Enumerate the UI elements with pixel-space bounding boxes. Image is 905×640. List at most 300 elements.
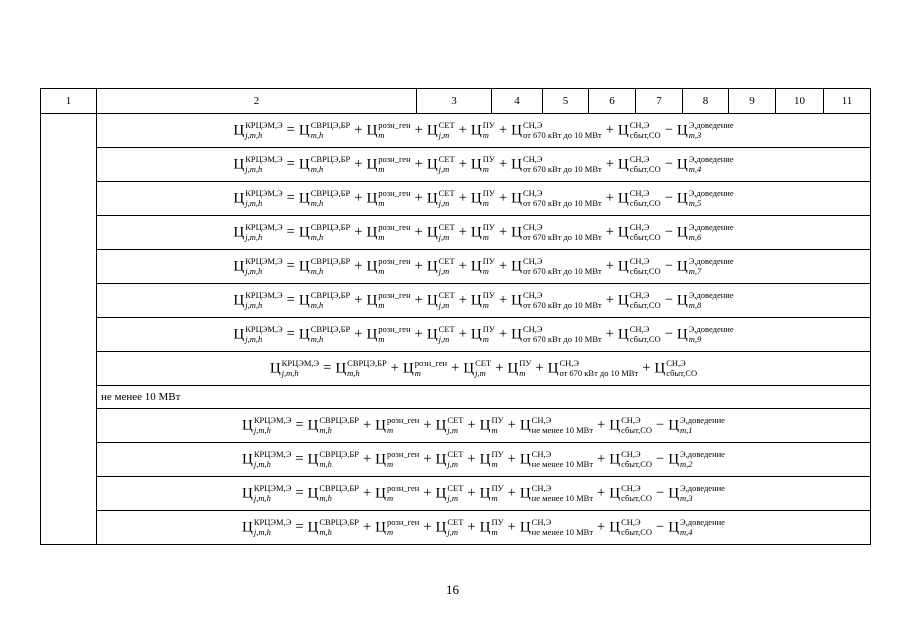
term-superscript: Э,доведение: [688, 323, 734, 334]
formula-term: [668, 516, 725, 538]
formula-term: [233, 323, 283, 345]
term-base: Ц: [375, 519, 386, 536]
formula-operator: +: [498, 224, 508, 241]
term-base: Ц: [435, 451, 447, 468]
term-base: Ц: [676, 122, 688, 139]
term-base: Ц: [435, 519, 447, 536]
formula-operator: +: [354, 156, 363, 173]
term-superscript: СН,Э: [522, 323, 543, 334]
formula-term: [242, 516, 292, 538]
term-subscript: не менее 10 МВт: [531, 425, 594, 436]
term-base: Ц: [335, 360, 347, 377]
term-base: Ц: [307, 485, 319, 502]
term-subscript: m: [386, 493, 394, 504]
term-base: Ц: [617, 258, 629, 275]
formula-operator: +: [507, 451, 516, 468]
term-base: Ц: [479, 485, 491, 502]
formula-operator: −: [656, 519, 665, 536]
term-superscript: КРЦЭМ,Э: [245, 289, 283, 300]
term-base: Ц: [676, 326, 688, 343]
term-superscript: СН,Э: [629, 255, 650, 266]
term-base: Ц: [298, 122, 310, 139]
formula-term: [375, 482, 420, 504]
term-subscript: m: [491, 459, 498, 470]
term-base: Ц: [470, 326, 482, 343]
formula-operator: +: [498, 292, 508, 309]
formula-term: [463, 357, 492, 379]
formula-operator: =: [286, 156, 295, 173]
term-superscript: СН,Э: [629, 153, 650, 164]
formula-operator: =: [295, 485, 304, 502]
term-superscript: розн_ген: [378, 221, 411, 232]
term-superscript: СН,Э: [522, 255, 543, 266]
formula-term: [435, 414, 464, 436]
formula-term: [479, 414, 504, 436]
term-superscript: СЕТ: [447, 448, 464, 459]
formula-operator: +: [642, 360, 651, 377]
term-superscript: КРЦЭМ,Э: [253, 516, 292, 527]
term-superscript: СВРЦЭ,БР: [310, 119, 351, 130]
term-subscript: m: [378, 266, 385, 277]
term-base: Ц: [676, 224, 688, 241]
term-base: Ц: [366, 292, 378, 309]
formula-cell: [97, 318, 871, 352]
formula-term: [511, 221, 602, 243]
term-subscript: j,m,h: [253, 527, 271, 538]
term-subscript: m: [378, 232, 385, 243]
formula-term: [470, 187, 495, 209]
formula-operator: +: [498, 258, 508, 275]
formula-operator: +: [414, 224, 423, 241]
term-base: Ц: [511, 224, 522, 241]
formula-operator: +: [605, 122, 614, 139]
formula-term: [511, 187, 602, 209]
formula-term: [366, 153, 411, 175]
formula-term: [617, 255, 661, 277]
formula-term: [519, 482, 594, 504]
formula-operator: −: [656, 451, 665, 468]
formula-term: [676, 221, 734, 243]
formula-term: [366, 119, 411, 141]
formula-cell: [97, 148, 871, 182]
table-row: [41, 477, 871, 511]
term-base: Ц: [242, 485, 253, 502]
term-superscript: СВРЦЭ,БР: [319, 414, 359, 425]
term-subscript: m: [386, 459, 394, 470]
formula-operator: =: [286, 224, 295, 241]
formula-operator: +: [495, 360, 504, 377]
formula-term: [609, 482, 652, 504]
term-base: Ц: [426, 292, 438, 309]
formula-term: [242, 482, 292, 504]
term-superscript: СН,Э: [522, 187, 543, 198]
formula-term: [426, 119, 455, 141]
term-base: Ц: [668, 519, 680, 536]
term-subscript: m,3: [680, 493, 693, 504]
formula-cell: [97, 114, 871, 148]
formula-term: [511, 323, 602, 345]
term-subscript: m,7: [688, 266, 702, 277]
formula-term: [435, 448, 464, 470]
formula-operator: +: [467, 519, 476, 536]
term-superscript: СВРЦЭ,БР: [310, 289, 351, 300]
term-superscript: СВРЦЭ,БР: [347, 357, 387, 368]
term-base: Ц: [366, 122, 378, 139]
term-superscript: СЕТ: [438, 187, 455, 198]
term-base: Ц: [519, 485, 531, 502]
term-subscript: j,m,h: [245, 334, 263, 345]
formula-operator: +: [414, 292, 423, 309]
formula-operator: +: [362, 417, 372, 434]
col-header-8: 8: [683, 89, 729, 114]
formula-operator: +: [458, 258, 467, 275]
formula-operator: +: [597, 451, 606, 468]
term-base: Ц: [617, 326, 629, 343]
term-superscript: розн_ген: [378, 187, 411, 198]
term-subscript: j,m,h: [253, 493, 271, 504]
term-subscript: m: [491, 527, 498, 538]
formula-operator: +: [597, 519, 606, 536]
term-subscript: сбыт,СО: [666, 368, 698, 379]
term-subscript: m: [491, 425, 498, 436]
term-base: Ц: [676, 156, 688, 173]
col-header-4: 4: [492, 89, 543, 114]
formula-operator: =: [295, 519, 304, 536]
term-superscript: розн_ген: [386, 448, 420, 459]
term-subscript: m: [378, 198, 385, 209]
term-subscript: m,5: [688, 198, 702, 209]
formula-operator: −: [664, 190, 673, 207]
term-subscript: сбыт,СО: [629, 130, 661, 141]
term-superscript: Э,доведение: [688, 119, 734, 130]
term-superscript: СН,Э: [522, 153, 543, 164]
term-subscript: сбыт,СО: [629, 300, 661, 311]
formula-term: [519, 516, 594, 538]
term-superscript: СЕТ: [438, 289, 455, 300]
term-superscript: КРЦЭМ,Э: [253, 482, 292, 493]
col-header-3: 3: [417, 89, 492, 114]
formula-term: [366, 323, 411, 345]
term-superscript: Э,доведение: [688, 221, 734, 232]
term-superscript: СЕТ: [447, 516, 464, 527]
term-superscript: ПУ: [519, 357, 532, 368]
formula-operator: +: [597, 417, 606, 434]
formula-term: [676, 255, 734, 277]
formula-term: [426, 153, 455, 175]
term-subscript: m,h: [319, 459, 332, 470]
formula-cell: [97, 250, 871, 284]
table-row: [41, 409, 871, 443]
formula-term: [470, 119, 495, 141]
term-superscript: ПУ: [482, 255, 495, 266]
term-base: Ц: [479, 417, 491, 434]
formula-term: [668, 414, 725, 436]
formula-term: [335, 357, 387, 379]
formula-term: [426, 187, 455, 209]
term-superscript: СН,Э: [621, 516, 641, 527]
term-subscript: j,m: [447, 527, 458, 538]
column-1-cell: [41, 114, 97, 545]
formula-operator: +: [507, 519, 516, 536]
formula-operator: +: [414, 122, 423, 139]
term-superscript: ПУ: [482, 289, 495, 300]
formula-operator: −: [664, 292, 673, 309]
term-subscript: j,m: [438, 130, 450, 141]
col-header-9: 9: [729, 89, 776, 114]
tariff-formula: [242, 482, 725, 504]
formula-operator: +: [414, 258, 423, 275]
term-subscript: m: [482, 266, 489, 277]
term-superscript: КРЦЭМ,Э: [245, 119, 283, 130]
term-base: Ц: [609, 519, 621, 536]
formula-term: [617, 221, 661, 243]
term-subscript: m: [378, 334, 385, 345]
formula-operator: +: [535, 360, 544, 377]
term-subscript: m: [386, 527, 394, 538]
formula-term: [233, 255, 283, 277]
term-base: Ц: [519, 417, 531, 434]
term-base: Ц: [470, 122, 482, 139]
term-superscript: СН,Э: [531, 414, 552, 425]
term-base: Ц: [470, 224, 482, 241]
term-subscript: от 670 кВт до 10 МВт: [522, 334, 602, 345]
formula-operator: +: [605, 326, 614, 343]
term-superscript: розн_ген: [378, 119, 411, 130]
formula-operator: +: [605, 258, 614, 275]
formula-cell: [97, 409, 871, 443]
term-base: Ц: [366, 326, 378, 343]
term-base: Ц: [269, 360, 281, 377]
term-superscript: СВРЦЭ,БР: [310, 221, 351, 232]
term-base: Ц: [654, 360, 666, 377]
formula-operator: +: [451, 360, 460, 377]
term-subscript: от 670 кВт до 10 МВт: [522, 266, 602, 277]
term-superscript: СЕТ: [438, 119, 455, 130]
term-superscript: розн_ген: [386, 482, 420, 493]
term-superscript: СН,Э: [629, 221, 650, 232]
formula-term: [617, 119, 661, 141]
formula-term: [676, 119, 734, 141]
formula-term: [298, 323, 351, 345]
col-header-5: 5: [543, 89, 589, 114]
term-subscript: m,h: [310, 164, 324, 175]
term-superscript: КРЦЭМ,Э: [245, 323, 283, 334]
term-superscript: Э,доведение: [688, 255, 734, 266]
term-subscript: m: [482, 164, 489, 175]
formula-term: [307, 516, 359, 538]
term-base: Ц: [470, 258, 482, 275]
formula-operator: +: [362, 519, 372, 536]
term-subscript: m,3: [688, 130, 702, 141]
table-row: [41, 250, 871, 284]
term-base: Ц: [298, 190, 310, 207]
formula-operator: =: [286, 122, 295, 139]
term-subscript: j,m: [475, 368, 486, 379]
formula-term: [470, 323, 495, 345]
tariff-formula: [242, 448, 725, 470]
term-subscript: сбыт,СО: [629, 164, 661, 175]
formula-term: [470, 289, 495, 311]
formula-term: [470, 221, 495, 243]
formula-term: [233, 289, 283, 311]
formula-term: [507, 357, 532, 379]
term-subscript: m: [482, 232, 489, 243]
formula-term: [668, 482, 725, 504]
formula-operator: +: [458, 156, 467, 173]
term-base: Ц: [676, 190, 688, 207]
header-row: [41, 89, 871, 114]
term-base: Ц: [426, 156, 438, 173]
term-subscript: m: [482, 130, 489, 141]
term-base: Ц: [233, 292, 245, 309]
term-superscript: ПУ: [491, 482, 504, 493]
formula-operator: −: [664, 224, 673, 241]
formula-cell: [97, 216, 871, 250]
term-base: Ц: [511, 156, 522, 173]
term-base: Ц: [507, 360, 519, 377]
formula-operator: +: [390, 360, 399, 377]
table-row: [41, 182, 871, 216]
term-superscript: КРЦЭМ,Э: [245, 255, 283, 266]
term-subscript: m,4: [680, 527, 693, 538]
formula-term: [233, 119, 283, 141]
formula-term: [298, 289, 351, 311]
term-base: Ц: [426, 224, 438, 241]
term-superscript: СВРЦЭ,БР: [310, 187, 351, 198]
formula-operator: +: [354, 292, 363, 309]
table-row: [41, 216, 871, 250]
col-header-7: 7: [636, 89, 683, 114]
formula-term: [435, 516, 464, 538]
term-superscript: КРЦЭМ,Э: [245, 187, 283, 198]
table-row: [41, 148, 871, 182]
term-superscript: розн_ген: [378, 289, 411, 300]
term-superscript: СВРЦЭ,БР: [319, 482, 359, 493]
term-superscript: ПУ: [482, 153, 495, 164]
term-superscript: СВРЦЭ,БР: [310, 153, 351, 164]
formula-term: [609, 414, 652, 436]
term-superscript: СВРЦЭ,БР: [319, 516, 359, 527]
formula-term: [479, 516, 504, 538]
formula-term: [676, 187, 734, 209]
formula-operator: =: [286, 258, 295, 275]
term-subscript: m,h: [310, 300, 324, 311]
formula-operator: +: [498, 122, 508, 139]
formula-cell: [97, 477, 871, 511]
term-subscript: m,h: [319, 493, 332, 504]
formula-term: [366, 221, 411, 243]
term-subscript: от 670 кВт до 10 МВт: [522, 198, 602, 209]
term-base: Ц: [233, 190, 245, 207]
term-superscript: СВРЦЭ,БР: [310, 323, 351, 334]
term-superscript: ПУ: [482, 323, 495, 334]
tariff-formula: [233, 255, 734, 277]
term-subscript: m: [482, 198, 489, 209]
formula-term: [435, 482, 464, 504]
term-superscript: розн_ген: [378, 153, 411, 164]
table-row: [41, 318, 871, 352]
term-base: Ц: [617, 190, 629, 207]
term-subscript: j,m,h: [245, 198, 263, 209]
formula-term: [375, 414, 420, 436]
term-superscript: КРЦЭМ,Э: [281, 357, 320, 368]
formula-operator: +: [458, 190, 467, 207]
formula-operator: +: [605, 224, 614, 241]
term-base: Ц: [375, 485, 386, 502]
formula-operator: −: [656, 417, 665, 434]
formula-operator: +: [362, 451, 372, 468]
formula-operator: +: [605, 292, 614, 309]
term-superscript: СН,Э: [531, 482, 552, 493]
formula-operator: +: [605, 190, 614, 207]
term-superscript: СН,Э: [629, 187, 650, 198]
term-superscript: СН,Э: [621, 482, 641, 493]
term-subscript: m,h: [319, 527, 332, 538]
term-superscript: СЕТ: [438, 255, 455, 266]
formula-term: [617, 187, 661, 209]
term-subscript: сбыт,СО: [621, 425, 652, 436]
term-base: Ц: [676, 258, 688, 275]
term-superscript: СН,Э: [666, 357, 686, 368]
formula-cell: [97, 182, 871, 216]
term-subscript: j,m: [438, 232, 450, 243]
tariff-formula: [233, 221, 734, 243]
formula-term: [617, 289, 661, 311]
term-superscript: Э,доведение: [680, 516, 725, 527]
term-base: Ц: [242, 451, 253, 468]
formula-operator: +: [498, 326, 508, 343]
term-superscript: СН,Э: [531, 516, 552, 527]
term-subscript: m: [519, 368, 526, 379]
tariff-formula: [269, 357, 698, 379]
formula-term: [242, 414, 292, 436]
term-base: Ц: [242, 519, 253, 536]
formula-operator: +: [458, 326, 467, 343]
term-base: Ц: [426, 258, 438, 275]
term-subscript: не менее 10 МВт: [531, 459, 594, 470]
term-base: Ц: [233, 122, 245, 139]
term-subscript: m,4: [688, 164, 702, 175]
term-base: Ц: [298, 258, 310, 275]
term-superscript: КРЦЭМ,Э: [253, 448, 292, 459]
term-superscript: СЕТ: [475, 357, 492, 368]
term-superscript: СН,Э: [559, 357, 579, 368]
term-superscript: Э,доведение: [688, 153, 734, 164]
formula-term: [298, 221, 351, 243]
formula-operator: +: [467, 485, 476, 502]
tariff-formula-table: [40, 88, 871, 545]
formula-operator: −: [664, 122, 673, 139]
term-subscript: от 670 кВт до 10 МВт: [522, 164, 602, 175]
term-base: Ц: [470, 292, 482, 309]
term-base: Ц: [609, 485, 621, 502]
col-header-2: 2: [97, 89, 417, 114]
term-base: Ц: [511, 122, 522, 139]
term-superscript: ПУ: [491, 448, 504, 459]
term-superscript: СН,Э: [522, 119, 543, 130]
formula-term: [426, 289, 455, 311]
term-subscript: от 670 кВт до 10 МВт: [522, 300, 602, 311]
term-subscript: m: [482, 334, 489, 345]
term-subscript: от 670 кВт до 10 МВт: [522, 130, 602, 141]
formula-term: [426, 255, 455, 277]
formula-term: [676, 289, 734, 311]
term-base: Ц: [426, 326, 438, 343]
formula-term: [298, 255, 351, 277]
term-subscript: не менее 10 МВт: [531, 527, 594, 538]
term-base: Ц: [617, 292, 629, 309]
term-subscript: сбыт,СО: [629, 232, 661, 243]
